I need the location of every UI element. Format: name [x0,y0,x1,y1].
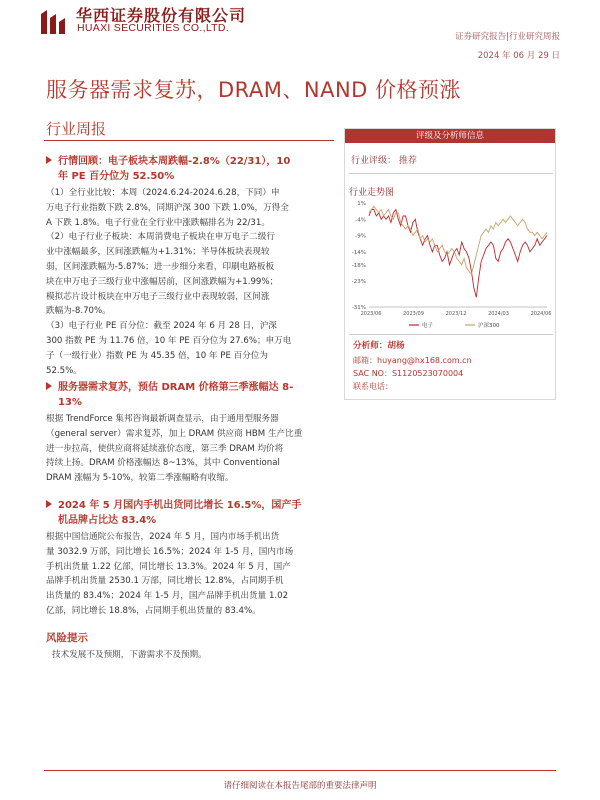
report-type-tags: 证券研究报告|行业研究周报 [455,32,560,42]
legend-label: 电子 [422,323,434,329]
y-tick-label: -23% [351,279,366,285]
company-logo-icon [38,8,68,36]
bullet-triangle-icon [46,500,52,508]
x-tick-label: 2024/06 [530,311,552,317]
company-name-cn: 华西证券股份有限公司 [76,6,247,25]
panel-header: 评级及分析师信息 [345,129,555,143]
y-tick-label: -31% [351,305,366,311]
section-divider [44,140,334,141]
section-3-body: 根据中国信通院公布报告，2024 年 5 月，国内市场手机出货 量 3032.9 万部，同比增长 16.5%；2024 年 1-5 月，国内市场 手机出货量 1.22 亿部，同比增长 13.3%。2024 年 5 月，国产 品牌手机出货量 2530.1 万部，同比增长 12.8%，占同期手机 出货量的 83.4%；2024 年 1-5 月，国产品牌手机出货量 1.02 亿部，同比增长 18.8%，占同期手机出货量的 83.4%。 [46,532,294,616]
section-2-body: 根据 TrendForce 集邦咨询最新调查显示，由于通用型服务器 （general server）需求复苏，加上 DRAM 供应商 HBM 生产比重 进一步拉高，使供应商将延续涨价态度，第三季 DRAM 均价将 持续上扬。DRAM 价格涨幅达 8~13%，其中 Conventional DRAM 涨幅为 5-10%，较第二季涨幅略有收缩。 [46,414,303,484]
panel-divider [349,173,553,174]
analyst-sac-no: SAC NO：S1120523070004 [353,369,464,378]
x-tick-label: 2023/12 [445,311,467,317]
analyst-email: 邮箱：huyang@hx168.com.cn [353,356,472,365]
industry-rating: 行业评级： 推荐 [351,156,417,166]
analyst-info-panel [344,128,556,400]
x-tick-label: 2024/03 [488,311,509,317]
x-tick-label: 2023/06 [360,311,382,317]
bullet-triangle-icon [46,156,52,164]
section-1-heading: 行情回顾：电子板块本周跌幅-2.8%（22/31），10 年 PE 百分位为 52.50% [46,154,336,184]
section-label: 行业周报 [46,120,107,138]
series-line-csi300 [369,206,547,274]
analyst-phone: 联系电话： [353,382,393,391]
analyst-name: 分析师：胡杨 [353,341,405,351]
risk-title: 风险提示 [46,632,88,644]
section-1-body: （1）全行业比较：本周（2024.6.24-2024.6.28，下同）申 万电子行业指数下跌 2.8%，同期沪深 300 下跌 1.0%，万得全 A 下跌 1.8%。电子行业在全行业中涨跌幅排名为 22/31。 （2）电子行业子板块：本周消费电子板块在申万电子二级行 业中涨幅最多，区间涨跌幅为+1.31%；半导体板块表现较 弱，区间涨跌幅为-5.87%；进一步细分来看，印刷电路板板 块在申万电子三级行业中涨幅居前，区间涨跌幅为+1.99%； 模拟芯片设计板块在申万电子三级行业中表现较弱，区间涨 跌幅为-8.70%。 （3）电子行业 PE 百分位：截至 2024 年 6 月 28 日，沪深 300 指数 PE 为 11.76 倍，10 年 PE 百分位为 27.6%；申万电 子（一级行业）指数 PE 为 45.35 倍，10 年 PE 百分位为 52.5%。 [46,188,292,376]
trend-chart-title: 行业走势图 [349,188,395,198]
y-tick-label: -4% [355,217,366,224]
section-3-heading: 2024 年 5 月国内手机出货同比增长 16.5%，国产手 机品牌占比达 83.4% [46,498,336,528]
y-tick-label: -9% [355,233,366,240]
panel-divider [349,334,553,335]
y-tick-label: -14% [351,249,366,256]
company-name-en: HUAXI SECURITIES CO.,LTD. [77,22,229,34]
legend-label: 沪深300 [478,323,500,329]
y-tick-label: -18% [351,262,366,269]
y-tick-label: 1% [357,201,366,207]
x-tick-label: 2023/09 [403,311,424,317]
risk-text: 技术发展不及预期，下游需求不及预期。 [52,650,207,660]
report-title: 服务器需求复苏，DRAM、NAND 价格预涨 [46,78,462,102]
footer-disclaimer: 请仔细阅读在本报告尾部的重要法律声明 [223,781,377,791]
report-date: 2024 年 06 月 29 日 [477,51,560,61]
section-2-heading: 服务器需求复苏，预估 DRAM 价格第三季涨幅达 8- 13% [46,380,336,410]
bullet-triangle-icon [46,382,52,390]
footer-divider [44,770,556,771]
industry-trend-chart [347,199,555,331]
